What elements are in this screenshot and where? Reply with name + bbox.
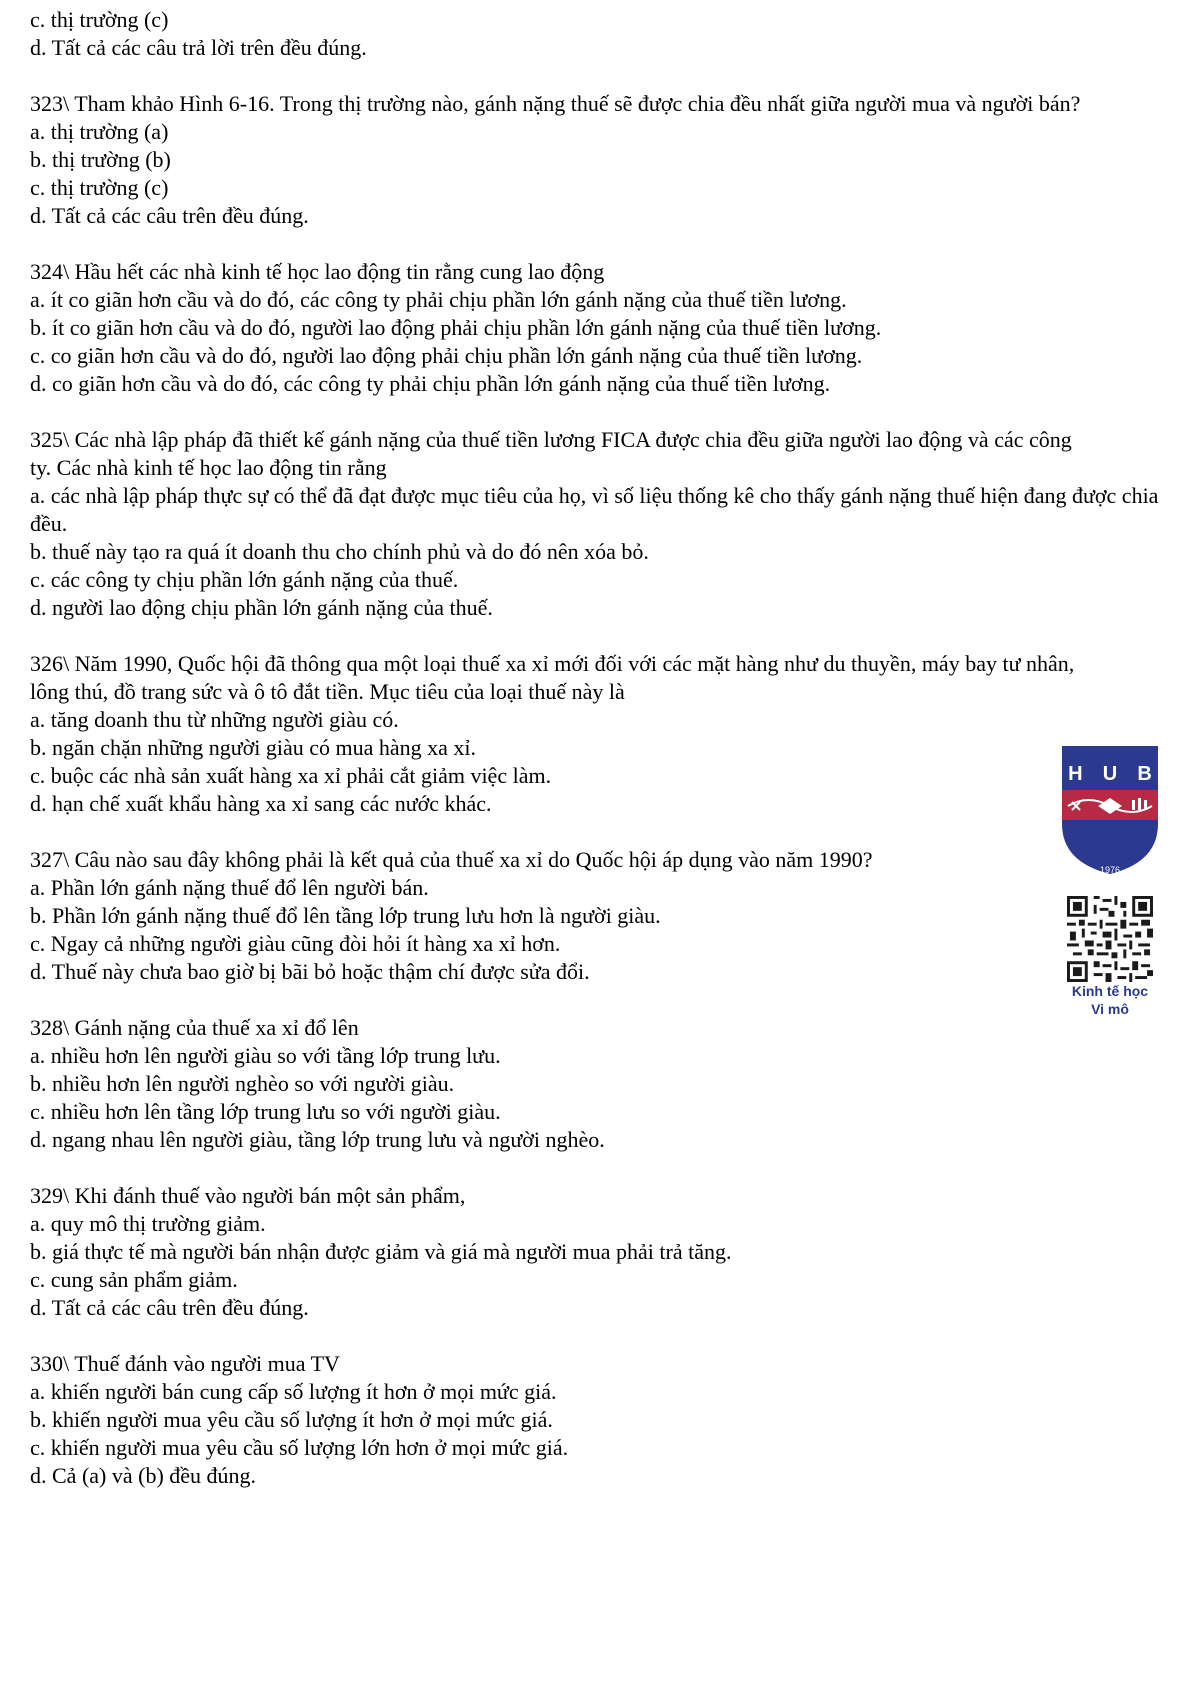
question-327 — [30, 846, 1170, 986]
brand-subtitle: Vi mô — [1091, 1001, 1129, 1017]
answer-option: b. ít co giãn hơn cầu và do đó, người lao động phải chịu phần lớn gánh nặng của thuế tiền lương. — [30, 315, 882, 340]
answer-option: b. Phần lớn gánh nặng thuế đổ lên tầng lớp trung lưu hơn là người giàu. — [30, 903, 661, 928]
answer-option: c. khiến người mua yêu cầu số lượng lớn hơn ở mọi mức giá. — [30, 1435, 569, 1460]
answer-option: c. buộc các nhà sản xuất hàng xa xỉ phải cắt giảm việc làm. — [30, 763, 552, 788]
answer-option: a. thị trường (a) — [30, 119, 169, 144]
question-stem: 330\ Thuế đánh vào người mua TV — [30, 1351, 340, 1376]
question-323 — [30, 90, 1170, 230]
answer-option: b. nhiều hơn lên người nghèo so với người giàu. — [30, 1071, 455, 1096]
logo-letter: H — [1068, 763, 1083, 785]
answer-option: c. thị trường (c) — [30, 7, 169, 32]
answer-option: b. thuế này tạo ra quá ít doanh thu cho chính phủ và do đó nên xóa bỏ. — [30, 539, 649, 564]
answer-option: c. cung sản phẩm giảm. — [30, 1267, 238, 1292]
hub-letters — [1058, 760, 1162, 788]
answer-option: b. thị trường (b) — [30, 147, 171, 172]
answer-option: c. thị trường (c) — [30, 175, 169, 200]
question-stem: 324\ Hầu hết các nhà kinh tế học lao động tin rằng cung lao động — [30, 259, 605, 284]
answer-option: d. người lao động chịu phần lớn gánh nặng của thuế. — [30, 595, 493, 620]
answer-option: c. co giãn hơn cầu và do đó, người lao động phải chịu phần lớn gánh nặng của thuế tiền lương. — [30, 343, 863, 368]
qr-code-icon — [1067, 896, 1153, 982]
answer-option: a. các nhà lập pháp thực sự có thể đã đạt được mục tiêu của họ, vì số liệu thống kê cho thấy gánh nặng thuế hiện đang được chia đều. — [30, 483, 1159, 536]
answer-option: c. các công ty chịu phần lớn gánh nặng của thuế. — [30, 567, 459, 592]
answer-option: d. hạn chế xuất khẩu hàng xa xỉ sang các nước khác. — [30, 791, 492, 816]
question-stem: 325\ Các nhà lập pháp đã thiết kế gánh nặng của thuế tiền lương FICA được chia đều giữa người lao động và các công ty. Các nhà kinh tế học lao động tin rằng — [30, 427, 1072, 480]
question-324 — [30, 258, 1170, 398]
answer-option: d. co giãn hơn cầu và do đó, các công ty phải chịu phần lớn gánh nặng của thuế tiền lương. — [30, 371, 831, 396]
answer-option: b. khiến người mua yêu cầu số lượng ít hơn ở mọi mức giá. — [30, 1407, 553, 1432]
answer-option: d. ngang nhau lên người giàu, tầng lớp trung lưu và người nghèo. — [30, 1127, 605, 1152]
brand-title: Kinh tế học — [1071, 983, 1149, 999]
question-329 — [30, 1182, 1170, 1322]
question-325 — [30, 426, 1170, 622]
question-326 — [30, 650, 1170, 818]
answer-option: d. Tất cả các câu trên đều đúng. — [30, 203, 309, 228]
logo-letter: B — [1137, 763, 1152, 785]
question-328 — [30, 1014, 1170, 1154]
question-stem: 323\ Tham khảo Hình 6-16. Trong thị trường nào, gánh nặng thuế sẽ được chia đều nhất giữa người mua và người bán? — [30, 91, 1081, 116]
question-stem: 327\ Câu nào sau đây không phải là kết quả của thuế xa xỉ do Quốc hội áp dụng vào năm 1990? — [30, 847, 873, 872]
spacer — [30, 62, 1170, 90]
continued-question — [30, 6, 1170, 62]
question-stem: 328\ Gánh nặng của thuế xa xỉ đổ lên — [30, 1015, 359, 1040]
hub-logo-block — [1050, 744, 1170, 1018]
question-list — [30, 6, 1170, 1518]
logo-letter: U — [1102, 763, 1118, 785]
answer-option: a. tăng doanh thu từ những người giàu có. — [30, 707, 399, 732]
answer-option: b. giá thực tế mà người bán nhận được giảm và giá mà người mua phải trả tăng. — [30, 1239, 732, 1264]
question-330 — [30, 1350, 1170, 1490]
answer-option: a. ít co giãn hơn cầu và do đó, các công ty phải chịu phần lớn gánh nặng của thuế tiền lương. — [30, 287, 847, 312]
answer-option: a. khiến người bán cung cấp số lượng ít hơn ở mọi mức giá. — [30, 1379, 557, 1404]
answer-option: d. Cả (a) và (b) đều đúng. — [30, 1463, 257, 1488]
answer-option: a. Phần lớn gánh nặng thuế đổ lên người bán. — [30, 875, 429, 900]
question-stem: 326\ Năm 1990, Quốc hội đã thông qua một loại thuế xa xỉ mới đối với các mặt hàng như du thuyền, máy bay tư nhân, lông thú, đồ trang sức và ô tô đắt tiền. Mục tiêu của loại thuế này là — [30, 651, 1075, 704]
answer-option: a. quy mô thị trường giảm. — [30, 1211, 266, 1236]
answer-option: b. ngăn chặn những người giàu có mua hàng xa xỉ. — [30, 735, 477, 760]
hub-shield-logo — [1058, 744, 1162, 876]
answer-option: c. Ngay cả những người giàu cũng đòi hỏi ít hàng xa xỉ hơn. — [30, 931, 561, 956]
answer-option: d. Thuế này chưa bao giờ bị bãi bỏ hoặc thậm chí được sửa đổi. — [30, 959, 590, 984]
answer-option: a. nhiều hơn lên người giàu so với tầng lớp trung lưu. — [30, 1043, 501, 1068]
answer-option: d. Tất cả các câu trả lời trên đều đúng. — [30, 35, 367, 60]
question-stem: 329\ Khi đánh thuế vào người bán một sản phẩm, — [30, 1183, 466, 1208]
logo-year: 1976 — [1099, 865, 1121, 875]
answer-option: d. Tất cả các câu trên đều đúng. — [30, 1295, 309, 1320]
answer-option: c. nhiều hơn lên tầng lớp trung lưu so với người giàu. — [30, 1099, 501, 1124]
